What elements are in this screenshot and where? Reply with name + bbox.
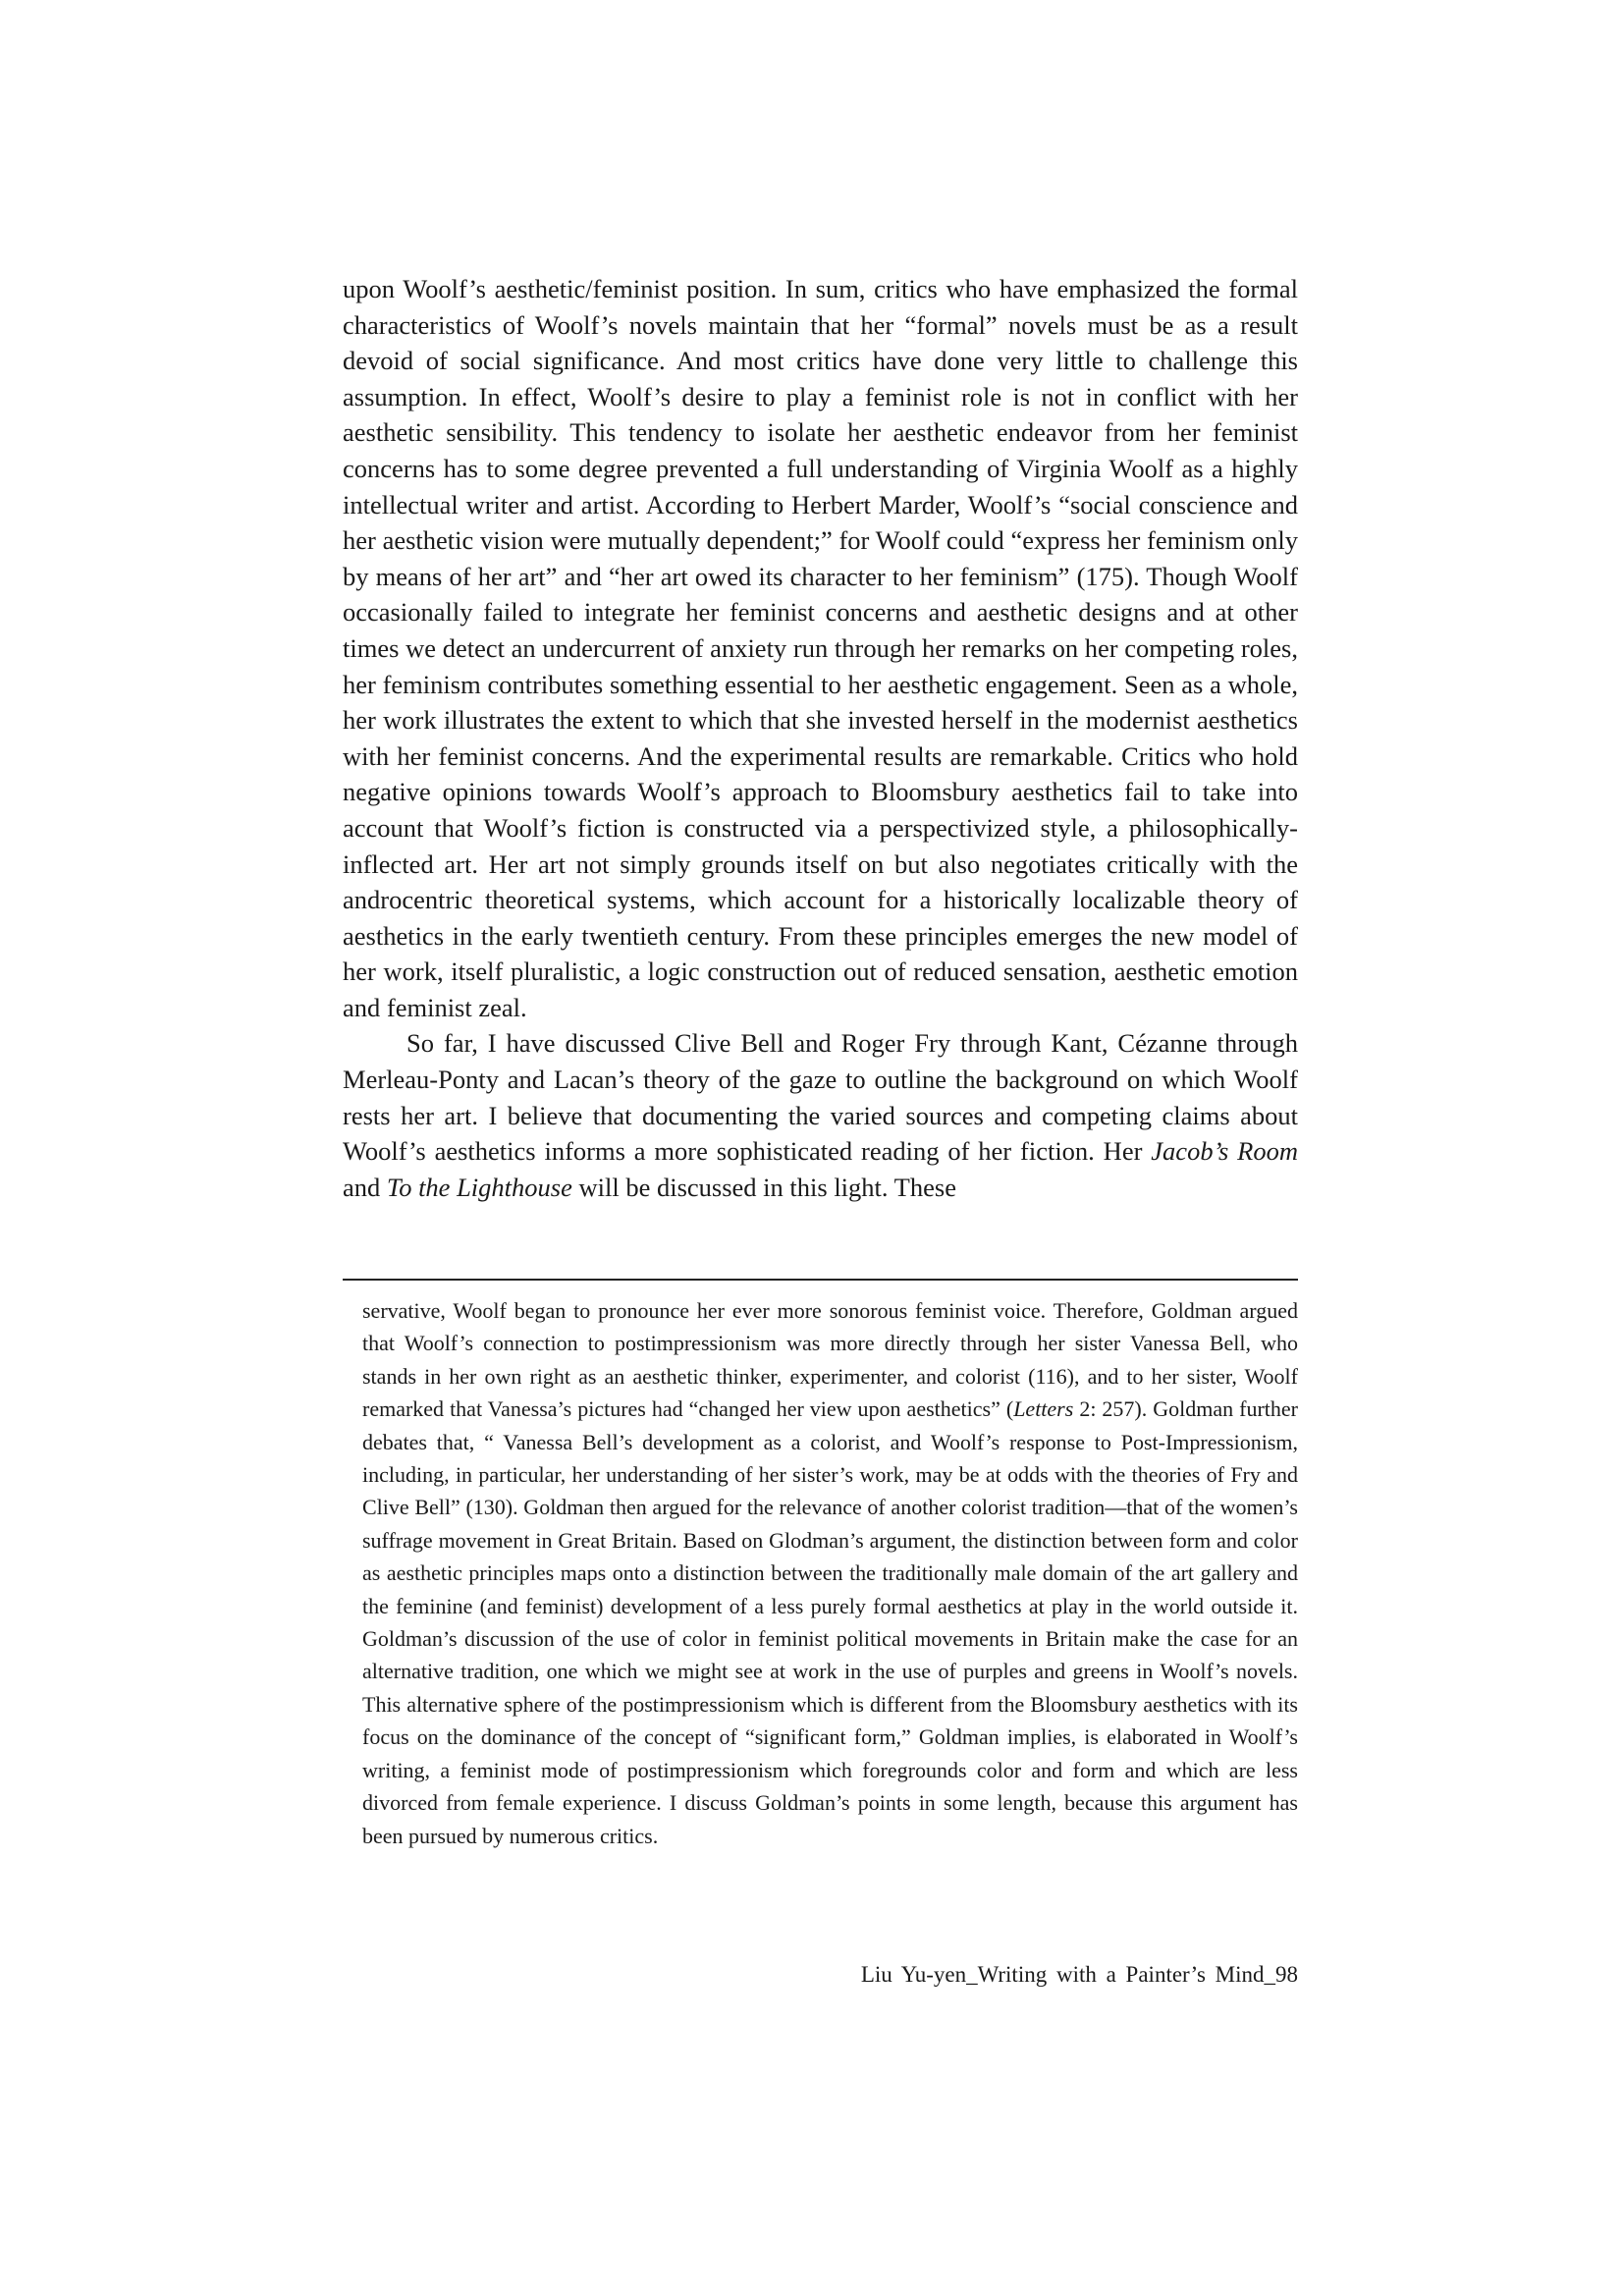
body-paragraph-2-end: will be discussed in this light. These [571,1172,956,1202]
running-footer: Liu Yu-yen_Writing with a Painter’s Mind_98 [860,1962,1298,1987]
book-title-jacobs-room: Jacob’s Room [1151,1136,1298,1167]
body-paragraph-1: upon Woolf’s aesthetic/feminist position. In sum, critics who have emphasized the formal characteristics of Woolf’s novels maintain that her “formal” novels must be as a result devoid of social significance. And most critics have done very little to challenge this assumption. In effect, Woolf’s desire to play a feminist role is not in conflict with her aesthetic sensibility. This tendency to isolate her aesthetic endeavor from her feminist concerns has to some degree prevented a full understanding of Virginia Woolf as a highly intellectual writer and artist. According to Herbert Marder, Woolf’s “social conscience and her aesthetic vision were mutually dependent;” for Woolf could “express her feminism only by means of her art” and “her art owed its character to her feminism” (175). Though Woolf occasionally failed to integrate her feminist concerns and aesthetic designs and at other times we detect an undercurrent of anxiety run through her remarks on her competing roles, her feminism contributes something essential to her aesthetic engagement. Seen as a whole, her work illustrates the extent to which that she invested herself in the modernist aesthetics with her feminist concerns. And the experimental results are remarkable. Critics who hold negative opinions towards Woolf’s approach to Bloomsbury aesthetics fail to take into account that Woolf’s fiction is constructed via a perspectivized style, a philosophically-inflected art. Her art not simply grounds itself on but also negotiates critically with the androcentric theoretical systems, which account for a historically localizable theory of aesthetics in the early twentieth century. From these principles emerges the new model of her work, itself pluralistic, a logic construction out of reduced sensation, aesthetic emotion and feminist zeal. [343,274,1298,1022]
footnote-divider [343,1279,1298,1281]
footnote-part-1: servative, Woolf began to pronounce her ever more sonorous feminist voice. Therefore, Goldman argued that Woolf’s connection to postimpressionism was more directly through her sister Vanessa Bell, who stands in her own right as an aesthetic thinker, experimenter, and colorist (116), and to her sister, Woolf remarked that Vanessa’s pictures had “changed her view upon aesthetics” ( [362,1298,1298,1422]
conjunction-and: and [343,1172,387,1202]
footnote-paragraph [362,1294,1298,1852]
book-title-to-the-lighthouse: To the Lighthouse [386,1172,572,1202]
letters-title: Letters [1013,1396,1074,1422]
body-paragraph-2 [343,1025,1298,1205]
main-body-text [343,271,1298,1205]
body-paragraph-2-start: So far, I have discussed Clive Bell and Roger Fry through Kant, Cézanne through Merleau-Ponty and Lacan’s theory of the gaze to outline the background on which Woolf rests her art. I believe that documenting the varied sources and competing claims about Woolf’s aesthetics informs a more sophisticated reading of her fiction. Her [343,1028,1298,1167]
footnote-part-2: 2: 257). Goldman further debates that, “ Vanessa Bell’s development as a colorist, and Woolf’s response to Post-Impressionism, including, in particular, her understanding of her sister’s work, may be at odds with the theories of Fry and Clive Bell” (130). Goldman then argued for the relevance of another colorist tradition—that of the women’s suffrage movement in Great Britain. Based on Glodman’s argument, the distinction between form and color as aesthetic principles maps onto a distinction between the traditionally male domain of the art gallery and the feminine (and feminist) development of a less purely formal aesthetics at play in the world outside it. Goldman’s discussion of the use of color in feminist political movements in Britain make the case for an alternative tradition, one which we might see at work in the use of purples and greens in Woolf’s novels. This alternative sphere of the postimpressionism which is different from the Bloomsbury aesthetics with its focus on the dominance of the concept of “significant form,” Goldman implies, is elaborated in Woolf’s writing, a feminist mode of postimpressionism which foregrounds color and form and which are less divorced from female experience. I discuss Goldman’s points in some length, because this argument has been pursued by numerous critics. [362,1396,1299,1848]
footnote-text [362,1294,1298,1852]
